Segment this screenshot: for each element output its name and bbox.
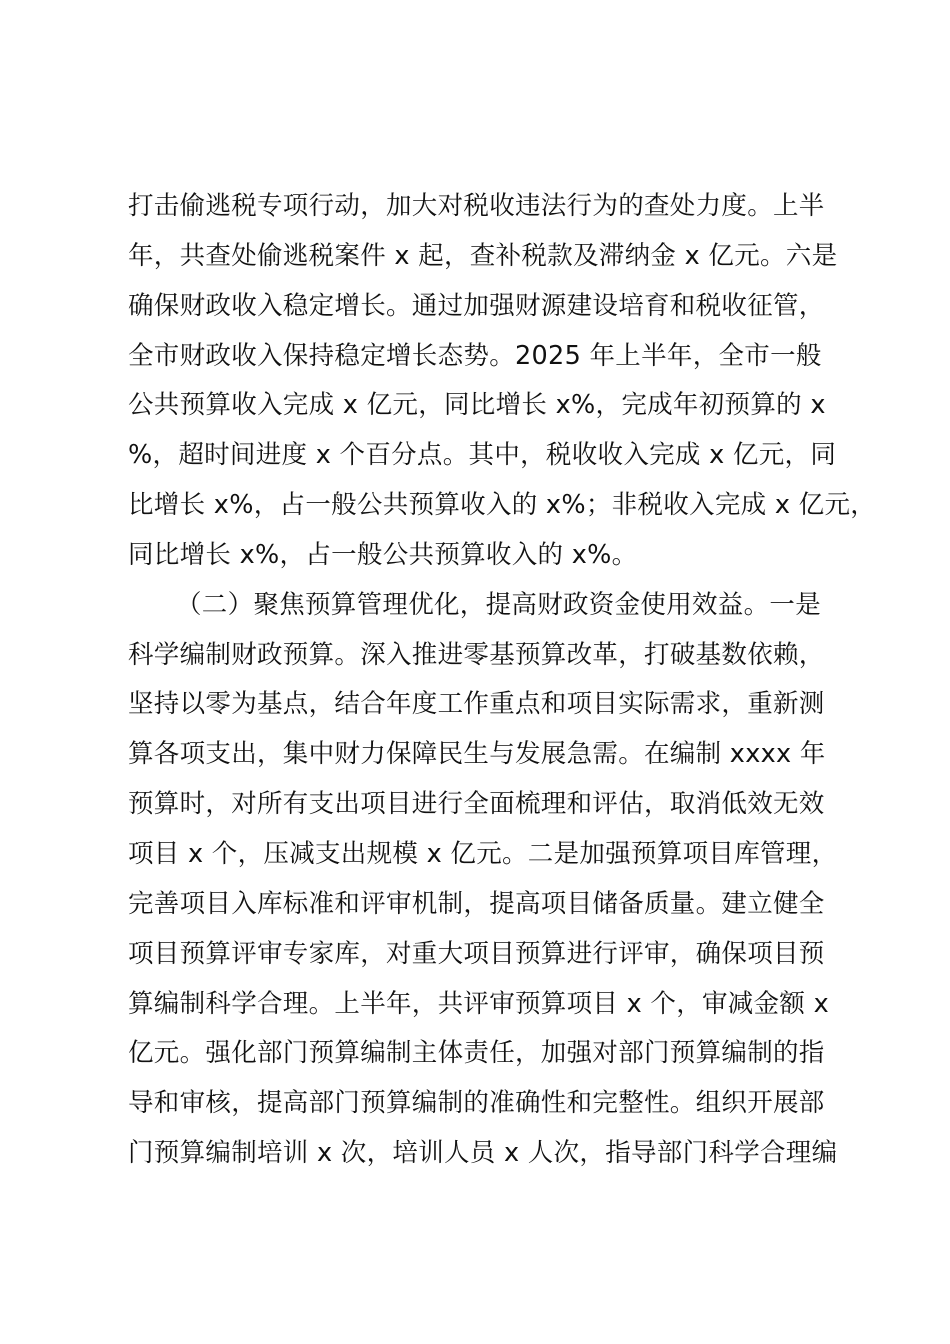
text-line: 科学编制财政预算。深入推进零基预算改革，打破基数依赖， [128,639,825,670]
text-line: 同比增长 x%，占一般公共预算收入的 x%。 [128,539,638,570]
text-line: 门预算编制培训 x 次，培训人员 x 人次，指导部门科学合理编 [128,1138,838,1169]
text-line: 打击偷逃税专项行动，加大对税收违法行为的查处力度。上半 [128,191,825,221]
text-line: 亿元。强化部门预算编制主体责任，加强对部门预算编制的指 [128,1038,825,1069]
text-line: 公共预算收入完成 x 亿元，同比增长 x%，完成年初预算的 x [128,390,826,421]
text-line: 年，共查处偷逃税案件 x 起，查补税款及滞纳金 x 亿元。六是 [128,240,838,271]
text-line: 比增长 x%，占一般公共预算收入的 x%；非税收入完成 x 亿元， [128,490,877,521]
text-line: 坚持以零为基点，结合年度工作重点和项目实际需求，重新测 [128,689,825,720]
text-line: 全市财政收入保持稳定增长态势。2025 年上半年，全市一般 [128,340,822,371]
text-line: 导和审核，提高部门预算编制的准确性和完整性。组织开展部 [128,1088,825,1119]
text-line: 算编制科学合理。上半年，共评审预算项目 x 个，审减金额 x [128,988,829,1019]
text-line: 项目预算评审专家库，对重大项目预算进行评审，确保项目预 [128,938,825,969]
text-line: 预算时，对所有支出项目进行全面梳理和评估，取消低效无效 [128,789,825,820]
body-text [128,182,877,1179]
text-line: %，超时间进度 x 个百分点。其中，税收收入完成 x 亿元，同 [128,440,837,471]
text-line: 算各项支出，集中财力保障民生与发展急需。在编制 xxxx 年 [128,739,826,770]
text-line: 完善项目入库标准和评审机制，提高项目储备质量。建立健全 [128,888,825,919]
text-line: 项目 x 个，压减支出规模 x 亿元。二是加强预算项目库管理， [128,838,838,869]
text-line: 确保财政收入稳定增长。通过加强财源建设培育和税收征管， [128,290,825,321]
section-heading-line: （二）聚焦预算管理优化，提高财政资金使用效益。一是 [176,589,822,620]
